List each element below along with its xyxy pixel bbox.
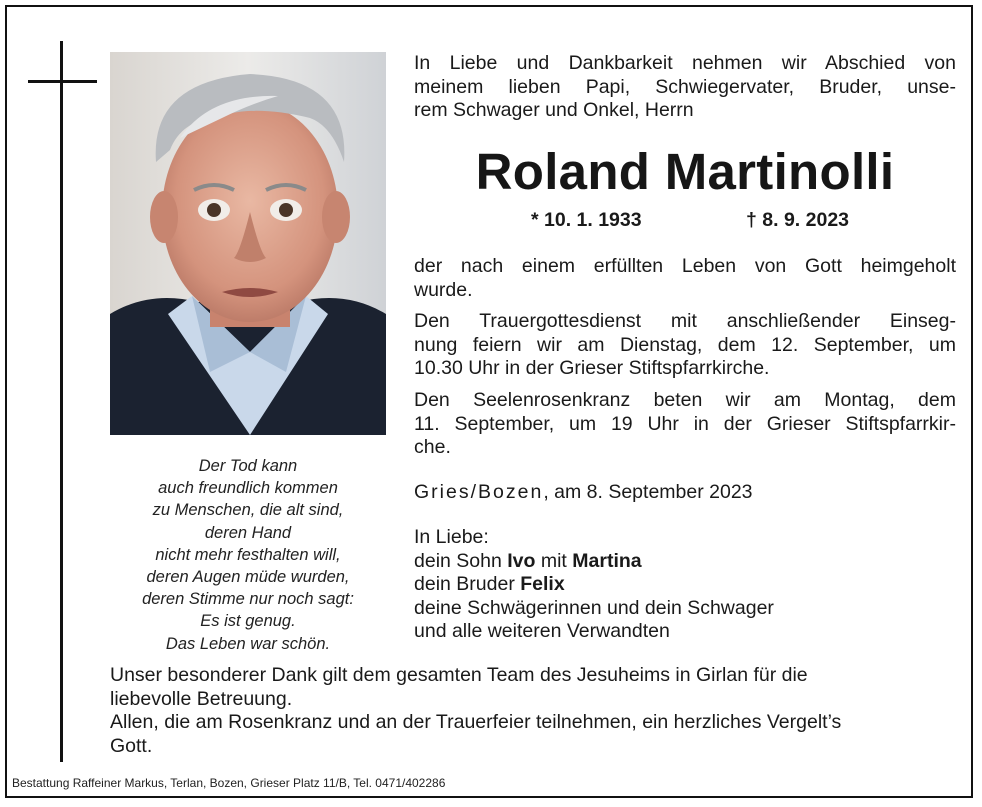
cross-icon	[60, 41, 63, 762]
intro-line: rem Schwager und Onkel, Herrn	[414, 99, 694, 121]
deceased-name: Roland Martinolli	[475, 143, 895, 200]
paragraph-line: 11. September, um 19 Uhr in der Grieser Stiftspfarrkir-	[414, 412, 956, 435]
poem-line: deren Stimme nur noch sagt:	[142, 590, 354, 609]
poem-line: Der Tod kann	[198, 457, 298, 475]
mourner-line	[414, 573, 774, 597]
paragraph-line: nung feiern wir am Dienstag, dem 12. September, um	[414, 333, 956, 356]
poem	[110, 455, 386, 655]
mourner-text: dein Sohn	[414, 549, 508, 572]
paragraph-rosary	[414, 389, 956, 460]
date-text: , am 8. September 2023	[543, 481, 753, 503]
poem-line: nicht mehr festhalten will,	[155, 545, 341, 564]
poem-line: zu Menschen, die alt sind,	[152, 501, 344, 520]
thanks-line: liebevolle Betreuung.	[110, 687, 293, 710]
poem-line: deren Augen müde wurden,	[146, 568, 350, 587]
mourners-heading: In Liebe:	[414, 526, 489, 548]
mourner-text: dein Bruder	[414, 573, 521, 595]
thanks-line: Gott.	[110, 734, 153, 757]
mourner-name: Felix	[520, 573, 565, 595]
mourner-line: und alle weiteren Verwandten	[414, 620, 670, 642]
poem-line: auch freundlich kommen	[158, 479, 338, 498]
poem-line: deren Hand	[204, 523, 292, 542]
intro-line: In Liebe und Dankbarkeit nehmen wir Abschied von	[414, 52, 956, 74]
thanks-line: Allen, die am Rosenkranz und an der Trauerfeier teilnehmen, ein herzliches Vergelt’s	[110, 711, 842, 733]
mourner-name: Martina	[572, 549, 642, 572]
paragraph-homecoming	[414, 255, 956, 302]
paragraph-line: che.	[414, 436, 451, 458]
funeral-home-footer: Bestattung Raffeiner Markus, Terlan, Bozen, Grieser Platz 11/B, Tel. 0471/402286	[12, 776, 446, 790]
paragraph-line: der nach einem erfüllten Leben von Gott heimgeholt	[414, 255, 956, 277]
paragraph-funeral-service	[414, 310, 956, 381]
place-date	[414, 478, 753, 506]
mourner-name: Ivo	[507, 549, 536, 572]
place-name: Gries/Bozen	[414, 481, 544, 503]
cross-icon-bar	[28, 80, 97, 83]
mourner-text: mit	[535, 549, 573, 572]
death-date: † 8. 9. 2023	[746, 209, 850, 231]
intro-line: meinem lieben Papi, Schwiegervater, Bruder, unse-	[414, 75, 956, 98]
intro-text	[414, 52, 956, 123]
poem-line: Es ist genug.	[200, 612, 296, 631]
thanks-text	[110, 664, 956, 758]
poem-line: Das Leben war schön.	[165, 634, 331, 653]
portrait-photo	[110, 52, 386, 435]
paragraph-line: wurde.	[414, 278, 473, 301]
mourner-line	[414, 550, 774, 574]
paragraph-line: 10.30 Uhr in der Grieser Stiftspfarrkirche.	[414, 357, 770, 379]
paragraph-line: Den Trauergottesdienst mit anschließender Einseg-	[414, 310, 956, 332]
mourner-line: deine Schwägerinnen und dein Schwager	[414, 596, 774, 619]
birth-date: * 10. 1. 1933	[531, 209, 642, 231]
paragraph-line: Den Seelenrosenkranz beten wir am Montag, dem	[414, 389, 956, 411]
thanks-line: Unser besonderer Dank gilt dem gesamten Team des Jesuheims in Girlan für die	[110, 664, 808, 686]
mourners-list	[414, 526, 774, 644]
